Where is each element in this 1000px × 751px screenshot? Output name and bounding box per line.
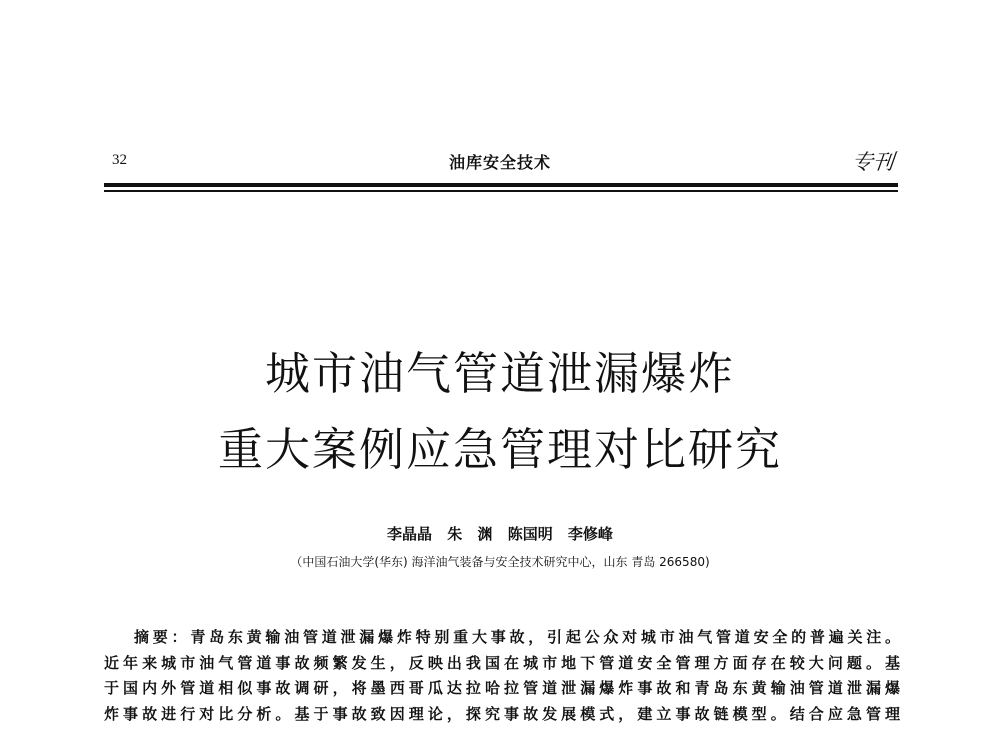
abstract-line: 近年来城市油气管道事故频繁发生，反映出我国在城市地下管道安全管理方面存在较大问题。基 [104,653,900,672]
issue-label: 专刊 [850,150,896,174]
article-title-line-1: 城市油气管道泄漏爆炸 [264,347,735,400]
abstract-line: 炸事故进行对比分析。基于事故致因理论，探究事故发展模式，建立事故链模型。结合应急管理 [104,704,900,723]
header-rule-thick [104,183,898,187]
journal-name: 油库安全技术 [448,153,551,172]
page-number: 32 [112,152,127,168]
header-rule-thin [104,190,898,192]
abstract-line: 于国内外管道相似事故调研，将墨西哥瓜达拉哈拉管道泄漏爆炸事故和青岛东黄输油管道泄漏爆 [104,679,900,697]
article-title-line-2: 重大案例应急管理对比研究 [217,423,782,476]
abstract-line: 摘要：青岛东黄输油管道泄漏爆炸特别重大事故，引起公众对城市油气管道安全的普遍关注。 [134,628,900,646]
author-list: 李晶晶 朱 渊 陈国明 李修峰 [387,525,613,543]
author-affiliation: （中国石油大学(华东) 海洋油气装备与安全技术研究中心，山东 青岛 266580) [290,555,710,569]
abstract [104,625,900,727]
